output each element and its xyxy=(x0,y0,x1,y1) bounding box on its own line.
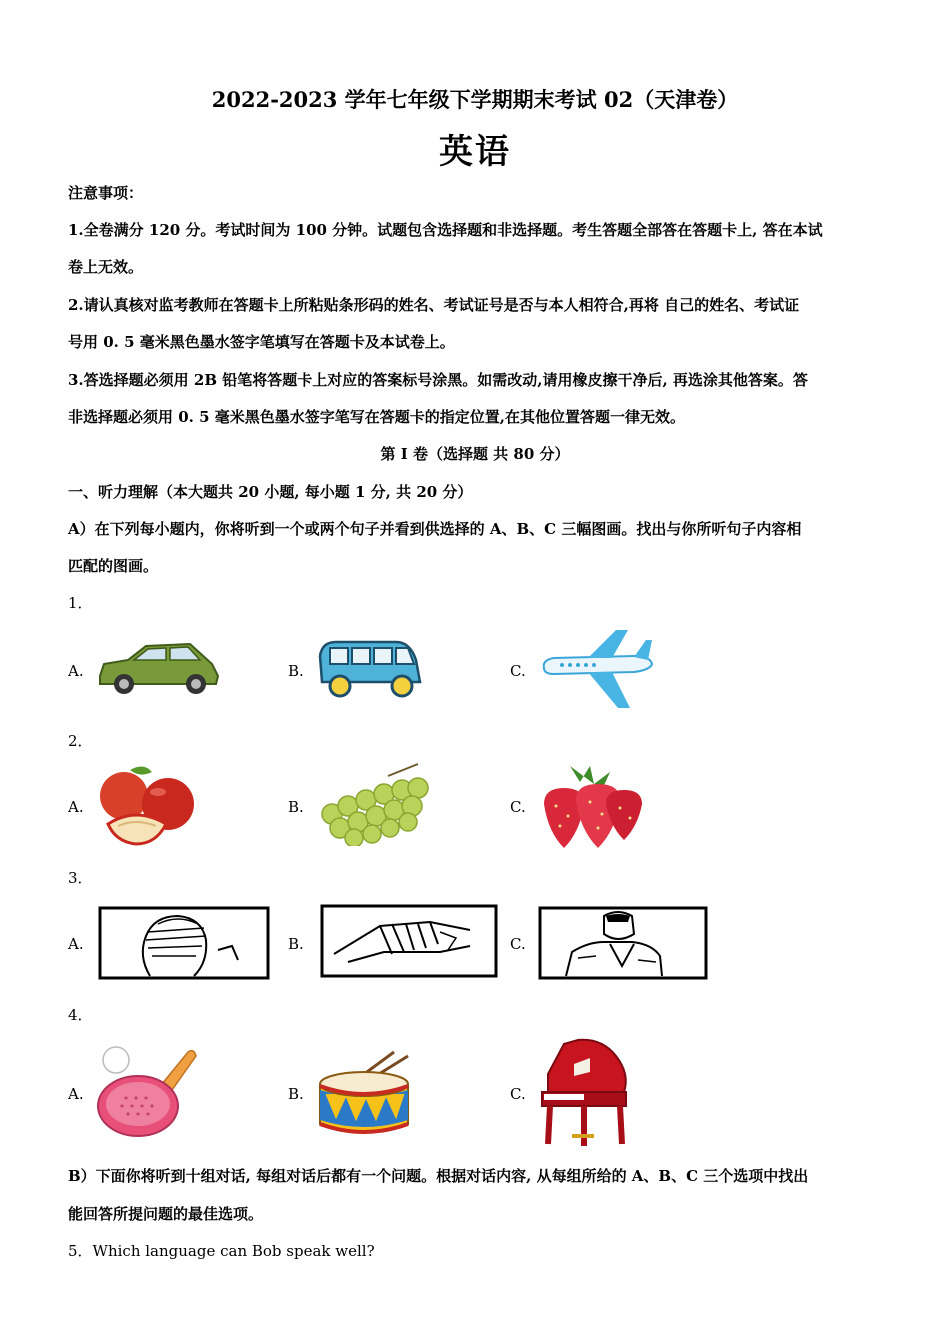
option-label: B. xyxy=(288,662,304,680)
ping-pong-paddle-picture xyxy=(96,1044,198,1138)
option-label: C. xyxy=(510,935,526,953)
drum-picture xyxy=(316,1044,412,1138)
option-label: B. xyxy=(288,798,304,816)
question-number: 2． xyxy=(68,732,93,750)
part-title: 第 I 卷（选择题 共 80 分） xyxy=(380,445,570,463)
piano-picture xyxy=(538,1036,634,1150)
section-heading: 一、听力理解（本大题共 20 小题, 每小题 1 分, 共 20 分） xyxy=(68,483,473,501)
option-label: C. xyxy=(510,662,526,680)
section-a-instruction: 匹配的图画。 xyxy=(68,557,159,575)
option-label: B. xyxy=(288,1085,304,1103)
section-a-instruction: A）在下列每小题内，你将听到一个或两个句子并看到供选择的 A、B、C 三幅图画。找出与你所听句子内容相 xyxy=(68,520,802,538)
question-5: 5．Which language can Bob speak well? xyxy=(68,1242,375,1260)
notice-line: 1.全卷满分 120 分。考试时间为 100 分钟。试题包含选择题和非选择题。考生答题全部答在答题卡上, 答在本试 xyxy=(68,221,823,239)
section-b-instruction: B）下面你将听到十组对话, 每组对话后都有一个问题。根据对话内容, 从每组所给的 A、B、C 三个选项中找出 xyxy=(68,1167,809,1185)
apples-picture xyxy=(96,762,200,846)
option-label: A. xyxy=(68,798,84,816)
notice-line: 号用 0. 5 毫米黑色墨水签字笔填写在答题卡及本试卷上。 xyxy=(68,333,455,351)
exam-title: 2022-2023 学年七年级下学期期末考试 02（天津卷） xyxy=(211,87,739,112)
notice-line: 卷上无效。 xyxy=(68,258,144,276)
arm-in-sling-picture xyxy=(538,906,708,982)
question-number: 4． xyxy=(68,1006,93,1024)
option-label: A. xyxy=(68,1085,84,1103)
notice-line: 2.请认真核对监考教师在答题卡上所粘贴条形码的姓名、考试证号是否与本人相符合,再将 自己的姓名、考试证 xyxy=(68,296,800,314)
option-label: C. xyxy=(510,798,526,816)
notice-line: 3.答选择题必须用 2B 铅笔将答题卡上对应的答案标号涂黑。如需改动,请用橡皮擦干净后, 再选涂其他答案。答 xyxy=(68,371,808,389)
strawberries-picture xyxy=(540,760,648,852)
bandaged-head-picture xyxy=(98,906,270,982)
option-label: C. xyxy=(510,1085,526,1103)
notice-line: 非选择题必须用 0. 5 毫米黑色墨水签字笔写在答题卡的指定位置,在其他位置答题一律无效。 xyxy=(68,408,685,426)
bandaged-hand-picture xyxy=(320,902,498,980)
notice-heading: 注意事项： xyxy=(68,184,144,202)
car-picture xyxy=(94,638,224,698)
airplane-picture xyxy=(538,626,656,714)
question-number: 1． xyxy=(68,594,93,612)
option-label: B. xyxy=(288,935,304,953)
van-picture xyxy=(316,636,424,702)
subject-title: 英语 xyxy=(439,132,511,172)
section-b-instruction: 能回答所提问题的最佳选项。 xyxy=(68,1205,264,1223)
option-label: A. xyxy=(68,935,84,953)
option-label: A. xyxy=(68,662,84,680)
grapes-picture xyxy=(318,762,436,846)
question-number: 3． xyxy=(68,869,93,887)
